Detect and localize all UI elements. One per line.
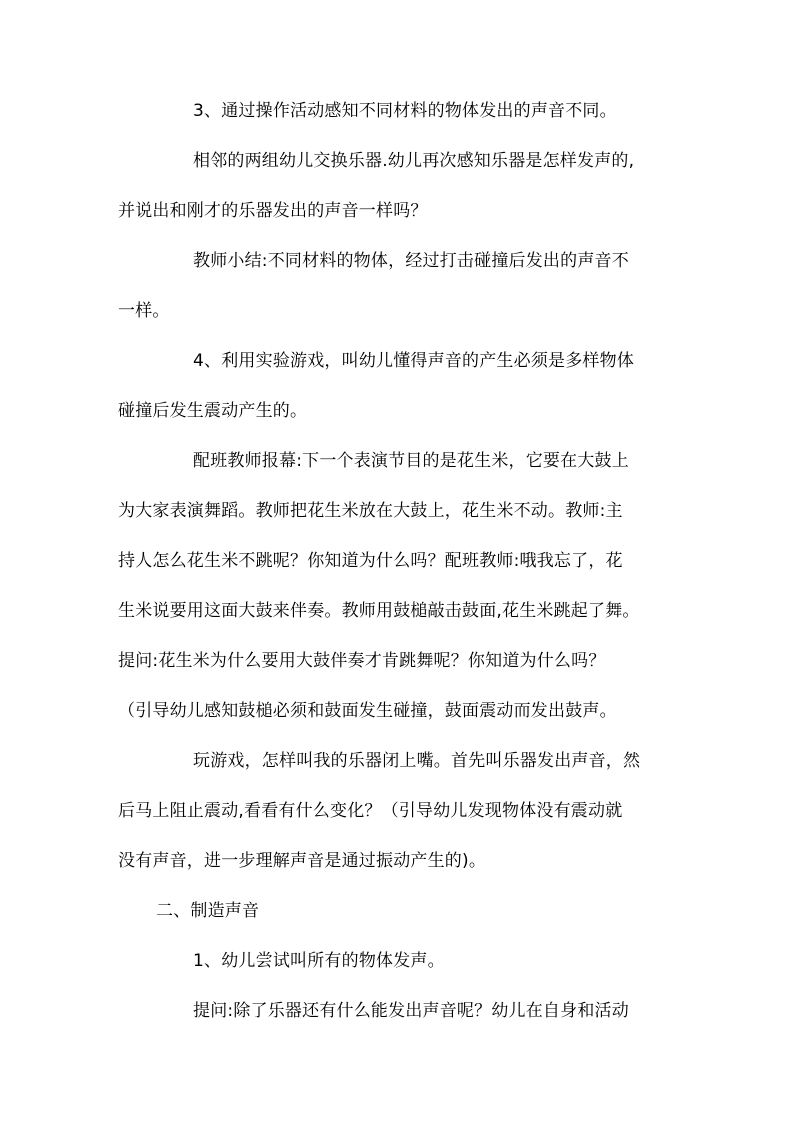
paragraph-line: 后马上阻止震动,看看有什么变化？（引导幼儿发现物体没有震动就 [118, 801, 623, 821]
paragraph-line: 教师小结:不同材料的物体，经过打击碰撞后发出的声音不 [193, 251, 629, 271]
section-heading: 二、制造声音 [156, 901, 260, 921]
paragraph-line: 配班教师报幕:下一个表演节目的是花生米，它要在大鼓上 [193, 451, 629, 471]
paragraph-line: 提问:除了乐器还有什么能发出声音呢？幼儿在自身和活动 [193, 1001, 629, 1021]
paragraph-line: 碰撞后发生震动产生的。 [118, 401, 308, 421]
paragraph-line: 没有声音，进一步理解声音是通过振动产生的)。 [118, 851, 487, 871]
paragraph-heading-1: 1、幼儿尝试叫所有的物体发声。 [193, 951, 445, 971]
paragraph-heading-3: 3、通过操作活动感知不同材料的物体发出的声音不同。 [193, 101, 617, 121]
paragraph-line: 一样。 [118, 301, 170, 321]
body-text [118, 86, 684, 1036]
paragraph-line: 提问:花生米为什么要用大鼓伴奏才肯跳舞呢？你知道为什么吗？ [118, 651, 606, 671]
paragraph-line: 为大家表演舞蹈。教师把花生米放在大鼓上，花生米不动。教师:主 [118, 501, 623, 521]
paragraph-heading-4: 4、利用实验游戏，叫幼儿懂得声音的产生必须是多样物体 [193, 351, 635, 371]
paragraph-line: 生米说要用这面大鼓来伴奏。教师用鼓槌敲击鼓面,花生米跳起了舞。 [118, 601, 640, 621]
paragraph-line: 玩游戏，怎样叫我的乐器闭上嘴。首先叫乐器发出声音，然 [193, 751, 641, 771]
paragraph-line: 并说出和刚才的乐器发出的声音一样吗？ [118, 201, 428, 221]
paragraph-line: （引导幼儿感知鼓槌必须和鼓面发生碰撞，鼓面震动而发出鼓声。 [118, 701, 617, 721]
paragraph-line: 持人怎么花生米不跳呢？你知道为什么吗？配班教师:哦我忘了，花 [118, 551, 623, 571]
paragraph-line: 相邻的两组幼儿交换乐器.幼儿再次感知乐器是怎样发声的, [193, 151, 635, 171]
